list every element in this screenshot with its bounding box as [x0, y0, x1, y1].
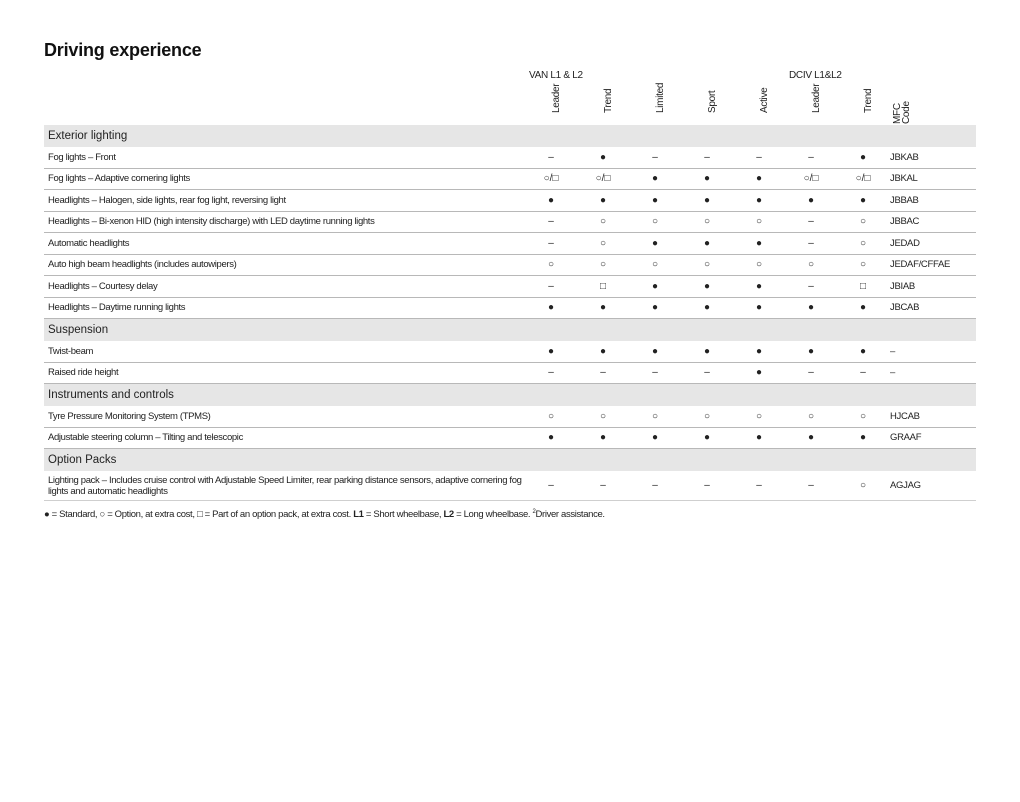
mfc-code: –: [889, 362, 976, 384]
column-header-dciv-leader: Leader: [811, 83, 822, 113]
mfc-code: JBBAC: [889, 211, 976, 233]
availability-cell: –: [629, 471, 681, 501]
availability-cell: –: [837, 362, 889, 384]
availability-cell: ○/□: [525, 168, 577, 190]
availability-cell: ●: [629, 233, 681, 255]
availability-cell: ○: [733, 211, 785, 233]
table-row: [44, 297, 976, 319]
column-header-van-limited: Limited: [655, 82, 666, 113]
feature-name: Headlights – Courtesy delay: [44, 276, 525, 298]
availability-cell: ○: [577, 211, 629, 233]
availability-cell: ●: [577, 147, 629, 168]
availability-cell: ●: [525, 427, 577, 449]
availability-cell: ●: [629, 427, 681, 449]
section-header: [44, 449, 976, 472]
availability-cell: ○: [837, 211, 889, 233]
availability-cell: –: [785, 211, 837, 233]
availability-cell: □: [577, 276, 629, 298]
table-row: [44, 362, 976, 384]
availability-cell: ○: [733, 254, 785, 276]
availability-cell: ○: [681, 211, 733, 233]
availability-cell: ●: [733, 168, 785, 190]
availability-cell: –: [785, 147, 837, 168]
availability-cell: ●: [681, 233, 733, 255]
table-row: [44, 254, 976, 276]
feature-name: Lighting pack – Includes cruise control with Adjustable Speed Limiter, rear parking distance sensors, adaptive cornering fog lights and automatic headlights: [44, 471, 525, 501]
column-header-van-sport: Sport: [707, 90, 718, 113]
feature-name: Headlights – Daytime running lights: [44, 297, 525, 319]
spec-table: [44, 125, 976, 501]
availability-cell: ○: [785, 406, 837, 427]
mfc-code: GRAAF: [889, 427, 976, 449]
section-title: Exterior lighting: [44, 125, 976, 147]
feature-name: Raised ride height: [44, 362, 525, 384]
availability-cell: –: [785, 276, 837, 298]
availability-cell: ●: [525, 190, 577, 212]
availability-cell: –: [525, 233, 577, 255]
availability-cell: ○: [577, 233, 629, 255]
availability-cell: –: [629, 147, 681, 168]
availability-cell: –: [525, 211, 577, 233]
availability-cell: ●: [681, 341, 733, 362]
mfc-code: AGJAG: [889, 471, 976, 501]
availability-cell: –: [525, 471, 577, 501]
dciv-group-label: DCIV L1&L2: [789, 70, 842, 81]
feature-name: Headlights – Bi-xenon HID (high intensity discharge) with LED daytime running lights: [44, 211, 525, 233]
availability-cell: ●: [733, 190, 785, 212]
section-header: [44, 125, 976, 147]
availability-cell: ●: [837, 427, 889, 449]
availability-cell: ●: [837, 147, 889, 168]
availability-cell: ●: [525, 297, 577, 319]
availability-cell: ○: [733, 406, 785, 427]
mfc-code: HJCAB: [889, 406, 976, 427]
availability-cell: ○: [577, 406, 629, 427]
availability-cell: ●: [577, 341, 629, 362]
availability-cell: ●: [733, 233, 785, 255]
table-row: [44, 471, 976, 501]
availability-cell: ○: [525, 406, 577, 427]
availability-cell: ●: [837, 297, 889, 319]
table-row: [44, 276, 976, 298]
table-row: [44, 168, 976, 190]
availability-cell: ●: [733, 341, 785, 362]
standard-symbol: ●: [44, 509, 50, 521]
availability-cell: ●: [785, 341, 837, 362]
availability-cell: ●: [577, 190, 629, 212]
availability-cell: ○: [785, 254, 837, 276]
availability-cell: ●: [629, 341, 681, 362]
section-header: [44, 319, 976, 342]
availability-cell: –: [785, 471, 837, 501]
availability-cell: □: [837, 276, 889, 298]
availability-cell: ○: [525, 254, 577, 276]
availability-cell: ●: [525, 341, 577, 362]
legend: ● = Standard, ○ = Option, at extra cost, □ = Part of an option pack, at extra cost. L1 = Short wheelbase, L2 = Long wheelbase. $^2$Driver assistance.: [44, 509, 605, 521]
table-row: [44, 427, 976, 449]
table-row: [44, 190, 976, 212]
section-header: [44, 384, 976, 407]
table-row: [44, 211, 976, 233]
availability-cell: –: [733, 471, 785, 501]
availability-cell: ●: [681, 190, 733, 212]
column-header-van-active: Active: [759, 87, 770, 113]
table-row: [44, 147, 976, 168]
availability-cell: ●: [577, 427, 629, 449]
table-row: [44, 406, 976, 427]
availability-cell: ○: [681, 254, 733, 276]
feature-name: Auto high beam headlights (includes autowipers): [44, 254, 525, 276]
availability-cell: ●: [733, 362, 785, 384]
column-header-dciv-trend: Trend: [863, 88, 874, 113]
column-header-van-trend: Trend: [603, 88, 614, 113]
availability-cell: ●: [681, 168, 733, 190]
section-title: Option Packs: [44, 449, 976, 472]
availability-cell: ●: [629, 190, 681, 212]
availability-cell: ○: [629, 211, 681, 233]
availability-cell: ●: [629, 297, 681, 319]
availability-cell: –: [785, 233, 837, 255]
table-row: [44, 233, 976, 255]
availability-cell: ○: [837, 254, 889, 276]
mfc-code: JBKAL: [889, 168, 976, 190]
section-title: Instruments and controls: [44, 384, 976, 407]
availability-cell: ●: [785, 297, 837, 319]
mfc-code: JBIAB: [889, 276, 976, 298]
availability-cell: ●: [681, 427, 733, 449]
feature-name: Adjustable steering column – Tilting and telescopic: [44, 427, 525, 449]
availability-cell: ○: [837, 471, 889, 501]
van-group-label: VAN L1 & L2: [529, 70, 583, 81]
availability-cell: –: [577, 471, 629, 501]
availability-cell: ○: [629, 254, 681, 276]
availability-cell: ○: [837, 406, 889, 427]
availability-cell: ○: [577, 254, 629, 276]
feature-name: Fog lights – Adaptive cornering lights: [44, 168, 525, 190]
availability-cell: ○/□: [837, 168, 889, 190]
table-row: [44, 341, 976, 362]
availability-cell: –: [525, 147, 577, 168]
feature-name: Headlights – Halogen, side lights, rear fog light, reversing light: [44, 190, 525, 212]
availability-cell: –: [629, 362, 681, 384]
column-header-van-leader: Leader: [551, 83, 562, 113]
feature-name: Tyre Pressure Monitoring System (TPMS): [44, 406, 525, 427]
availability-cell: ○/□: [577, 168, 629, 190]
availability-cell: ●: [629, 276, 681, 298]
availability-cell: –: [733, 147, 785, 168]
availability-cell: –: [681, 471, 733, 501]
availability-cell: ○/□: [785, 168, 837, 190]
availability-cell: ○: [681, 406, 733, 427]
mfc-code: JEDAD: [889, 233, 976, 255]
availability-cell: –: [785, 362, 837, 384]
section-title: Suspension: [44, 319, 976, 342]
option-symbol: ○: [99, 509, 105, 521]
availability-cell: ●: [837, 190, 889, 212]
availability-cell: –: [525, 276, 577, 298]
availability-cell: –: [577, 362, 629, 384]
mfc-code: JEDAF/CFFAE: [889, 254, 976, 276]
availability-cell: –: [525, 362, 577, 384]
mfc-code: –: [889, 341, 976, 362]
availability-cell: ●: [733, 427, 785, 449]
pack-symbol: □: [196, 509, 203, 521]
availability-cell: –: [681, 362, 733, 384]
availability-cell: –: [681, 147, 733, 168]
column-header-mfc-code: MFC Code: [892, 101, 912, 124]
feature-name: Fog lights – Front: [44, 147, 525, 168]
availability-cell: ○: [629, 406, 681, 427]
mfc-code: JBKAB: [889, 147, 976, 168]
availability-cell: ○: [837, 233, 889, 255]
feature-name: Automatic headlights: [44, 233, 525, 255]
mfc-code: JBCAB: [889, 297, 976, 319]
availability-cell: ●: [629, 168, 681, 190]
availability-cell: ●: [733, 297, 785, 319]
page-title: Driving experience: [44, 40, 202, 60]
availability-cell: ●: [681, 276, 733, 298]
availability-cell: ●: [785, 427, 837, 449]
mfc-code: JBBAB: [889, 190, 976, 212]
availability-cell: ●: [837, 341, 889, 362]
availability-cell: ●: [733, 276, 785, 298]
feature-name: Twist-beam: [44, 341, 525, 362]
availability-cell: ●: [681, 297, 733, 319]
availability-cell: ●: [785, 190, 837, 212]
availability-cell: ●: [577, 297, 629, 319]
